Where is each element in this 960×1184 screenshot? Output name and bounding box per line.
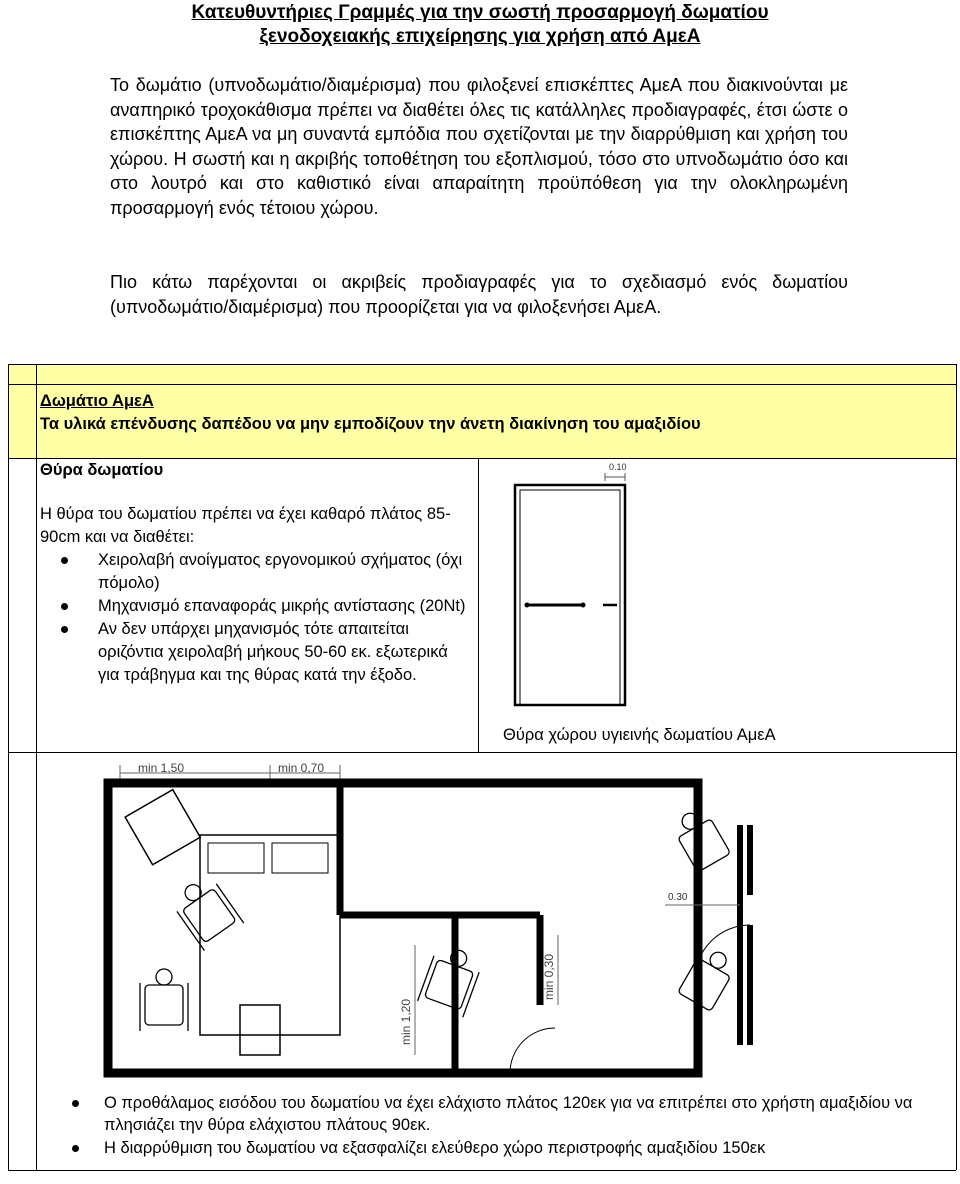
handle-bracket [581,603,586,608]
table-border-top [8,364,956,365]
table-border-bottom [8,1170,956,1171]
door-intro-text: Η θύρα του δωματίου πρέπει να έχει καθαρό πλάτος 85-90cm και να διαθέτει: [40,505,451,546]
wheelchair-user-icon [418,943,484,1018]
wheelchair-user-icon [169,872,244,950]
list-item: Ο προθάλαμος εισόδου του δωματίου να έχει ελάχιστο πλάτος 120εκ για να επιτρέπει στο χρήστη αμαξιδίου να πλησιάζει την θύρα ελάχιστου πλάτους 90εκ. [104,1093,954,1136]
list-item: Μηχανισμό επαναφοράς μικρής αντίστασης (20Nt) [98,595,470,618]
bottom-requirements [104,1093,954,1160]
table-border-left [8,364,9,1170]
room-floor-plan [90,755,880,1080]
handle-bracket [525,603,530,608]
pillow [208,843,264,873]
dimension-label-min-0-30: min 0,30 [542,953,556,1000]
door-section-text [40,503,470,687]
dimension-label-0-30: 0.30 [668,892,688,903]
door-requirements-list [40,549,470,687]
document-title-line-1: Κατευθυντήριες Γραμμές για την σωστή προσαρμογή δωματίου [191,2,769,23]
list-item: Χειρολαβή ανοίγματος εργονομικού σχήματος (όχι πόμολο) [98,549,470,595]
door-drawing-caption: Θύρα χώρου υγιεινής δωματίου ΑμεΑ [503,726,776,744]
door-section-heading: Θύρα δωματίου [40,461,164,479]
door-frame [515,485,625,705]
dimension-label-min-1-20: min 1,20 [399,998,413,1045]
door-elevation-drawing [495,455,655,715]
room-heading: Δωμάτιο ΑμεΑ [40,392,154,410]
table-border-right [956,364,957,1170]
table-cell-divider [478,458,479,752]
list-item: Αν δεν υπάρχει μηχανισμός τότε απαιτείται οριζόντια χειρολαβή μήκους 50-60 εκ. εξωτερικά για τράβηγμα και της θύρας κατά την έξοδο. [98,618,470,687]
dimension-label-min-0-70: min 0,70 [278,761,325,775]
table-divider [8,384,956,385]
nightstand [125,790,200,865]
intro-paragraph-1: Το δωμάτιο (υπνοδωμάτιο/διαμέρισμα) που φιλοξενεί επισκέπτες ΑμεΑ που διακινούνται με αναπηρικό τροχοκάθισμα πρέπει να διαθέτει όλες τις κατάλληλες προδιαγραφές, έτσι ώστε ο επισκέπτης ΑμεΑ να μη συναντά εμπόδια που σχετίζονται με την διαρρύθμιση και χρήση του χώρου. Η σωστή και η ακριβής τοποθέτηση του εξοπλισμού, τόσο στο υπνοδωμάτιο όσο και στο λουτρό και στο καθιστικό είναι απαραίτητη προϋπόθεση για την ολοκληρωμένη προσαρμογή ενός τέτοιου χώρου. [110,75,848,218]
door-dimension-label: 0.10 [609,462,627,472]
floor-material-note: Τα υλικά επένδυσης δαπέδου να μην εμποδίζουν την άνετη διακίνηση του αμαξιδίου [40,415,701,433]
list-item: Η διαρρύθμιση του δωματίου να εξασφαλίζει ελεύθερο χώρο περιστροφής αμαξιδίου 150εκ [104,1138,954,1160]
intro-paragraph-2: Πιο κάτω παρέχονται οι ακριβείς προδιαγραφές για το σχεδιασμό ενός δωματίου (υπνοδωμάτιο/διαμέρισμα) που προορίζεται για να φιλοξενήσει ΑμεΑ. [110,272,848,317]
wheelchair-user-icon [140,969,188,1031]
table-divider [8,752,956,753]
bottom-requirements-list [104,1093,954,1160]
door-leaf [520,490,620,705]
pillow [272,843,328,873]
chair [240,1005,280,1055]
dimension-label-min-1-50: min 1,50 [138,761,185,775]
document-title-line-2: ξενοδοχειακής επιχείρησης για χρήση από ΑμεΑ [259,26,701,47]
table-inner-left-border [36,364,37,1170]
door-swing [510,1028,555,1073]
wheelchair-user-icon [678,944,739,1011]
